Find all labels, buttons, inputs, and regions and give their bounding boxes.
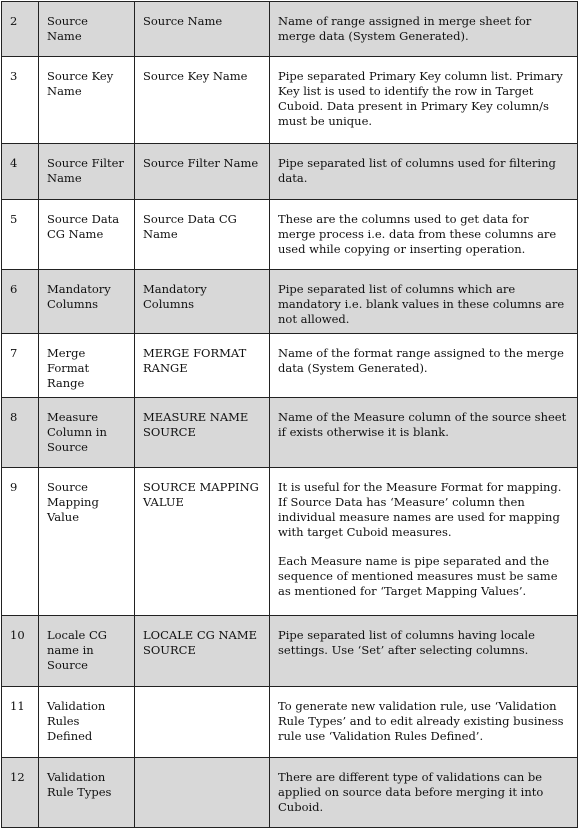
table-row — [2, 398, 578, 468]
field-description — [270, 334, 578, 398]
table-row — [2, 687, 578, 758]
field-description — [270, 57, 578, 144]
description-text: There are different type of validations can be applied on source data before merging it into Cuboid. — [278, 770, 544, 814]
description-text: Each Measure name is pipe separated and the sequence of mentioned measures must be same as mentioned for ‘Target Mapping Values’. — [278, 554, 558, 598]
field-name — [135, 687, 270, 758]
field-name: Mandatory Columns — [135, 270, 270, 334]
table-row — [2, 270, 578, 334]
table-row — [2, 200, 578, 270]
description-text: Name of range assigned in merge sheet for merge data (System Generated). — [278, 14, 532, 43]
row-number: 4 — [2, 144, 39, 200]
row-number: 8 — [2, 398, 39, 468]
row-number: 3 — [2, 57, 39, 144]
field-name: MEASURE NAME SOURCE — [135, 398, 270, 468]
description-text: It is useful for the Measure Format for mapping. If Source Data has ‘Measure’ column then individual measure names are used for mapping with target Cuboid measures. — [278, 480, 562, 539]
row-number: 6 — [2, 270, 39, 334]
field-name: Source Filter Name — [135, 144, 270, 200]
field-description — [270, 398, 578, 468]
properties-table — [1, 1, 578, 828]
field-name — [135, 758, 270, 828]
table-row — [2, 2, 578, 57]
field-label: Mandatory Columns — [39, 270, 135, 334]
field-name: MERGE FORMAT RANGE — [135, 334, 270, 398]
table-row — [2, 144, 578, 200]
field-description — [270, 616, 578, 687]
field-label: Locale CG name in Source — [39, 616, 135, 687]
table-row — [2, 758, 578, 828]
description-text: These are the columns used to get data for merge process i.e. data from these columns are used while copying or inserting operation. — [278, 212, 557, 256]
properties-table-body — [2, 2, 578, 828]
field-name: Source Name — [135, 2, 270, 57]
table-row — [2, 468, 578, 616]
field-label: Merge Format Range — [39, 334, 135, 398]
table-row — [2, 616, 578, 687]
field-description — [270, 200, 578, 270]
field-description — [270, 468, 578, 616]
table-row — [2, 57, 578, 144]
table-row — [2, 334, 578, 398]
row-number: 12 — [2, 758, 39, 828]
row-number: 5 — [2, 200, 39, 270]
field-label: Source Name — [39, 2, 135, 57]
field-label: Validation Rule Types — [39, 758, 135, 828]
field-label: Measure Column in Source — [39, 398, 135, 468]
field-name: LOCALE CG NAME SOURCE — [135, 616, 270, 687]
field-description — [270, 144, 578, 200]
row-number: 11 — [2, 687, 39, 758]
field-description — [270, 270, 578, 334]
field-label: Source Key Name — [39, 57, 135, 144]
field-name: SOURCE MAPPING VALUE — [135, 468, 270, 616]
description-text: Name of the Measure column of the source sheet if exists otherwise it is blank. — [278, 410, 567, 439]
field-label: Source Mapping Value — [39, 468, 135, 616]
field-name: Source Key Name — [135, 57, 270, 144]
row-number: 10 — [2, 616, 39, 687]
field-description — [270, 2, 578, 57]
field-description — [270, 687, 578, 758]
field-description — [270, 758, 578, 828]
description-text: To generate new validation rule, use ‘Validation Rule Types’ and to edit already existing business rule use ‘Validation Rules Defined’. — [278, 699, 564, 743]
row-number: 7 — [2, 334, 39, 398]
description-text: Pipe separated Primary Key column list. Primary Key list is used to identify the row in Target Cuboid. Data present in Primary Key column/s must be unique. — [278, 69, 563, 128]
description-text: Pipe separated list of columns which are mandatory i.e. blank values in these columns are not allowed. — [278, 282, 565, 326]
field-label: Source Data CG Name — [39, 200, 135, 270]
row-number: 2 — [2, 2, 39, 57]
description-text: Name of the format range assigned to the merge data (System Generated). — [278, 346, 564, 375]
row-number: 9 — [2, 468, 39, 616]
field-name: Source Data CG Name — [135, 200, 270, 270]
field-label: Validation Rules Defined — [39, 687, 135, 758]
description-text: Pipe separated list of columns used for filtering data. — [278, 156, 556, 185]
field-label: Source Filter Name — [39, 144, 135, 200]
description-text: Pipe separated list of columns having locale settings. Use ‘Set’ after selecting columns. — [278, 628, 535, 657]
